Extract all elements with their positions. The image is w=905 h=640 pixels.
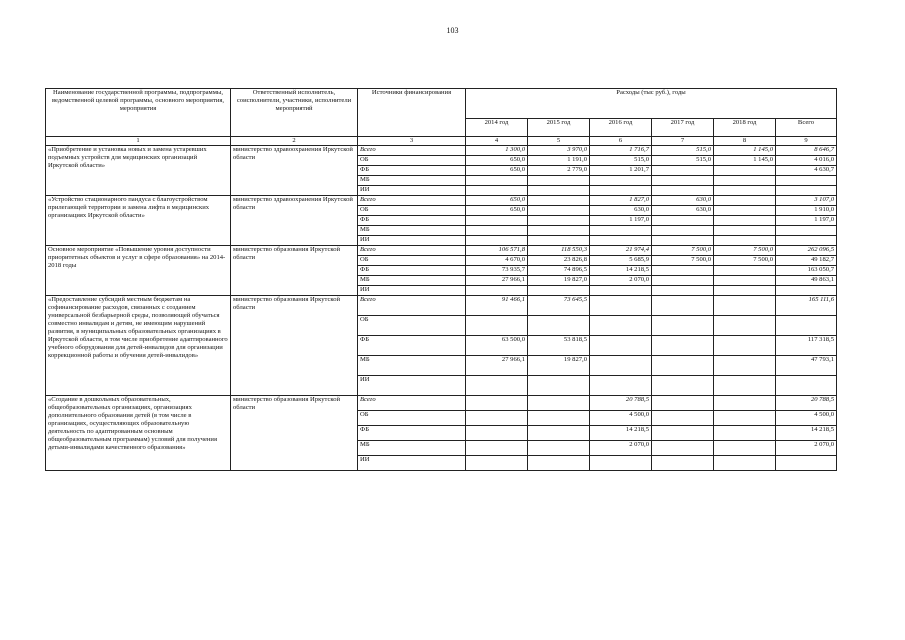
value-cell	[714, 286, 776, 296]
executor: министерство образования Иркутской области	[231, 296, 358, 396]
total-cell: 49 863,1	[776, 276, 837, 286]
funding-source: ИИ	[358, 376, 466, 396]
value-cell: 650,0	[466, 196, 528, 206]
value-cell	[528, 396, 590, 411]
value-cell	[652, 356, 714, 376]
value-cell: 3 970,0	[528, 146, 590, 156]
value-cell: 650,0	[466, 206, 528, 216]
header-year: 2015 год	[528, 119, 590, 137]
value-cell	[652, 166, 714, 176]
funding-source: Всего	[358, 396, 466, 411]
value-cell	[714, 266, 776, 276]
value-cell	[466, 411, 528, 426]
value-cell	[652, 236, 714, 246]
value-cell	[590, 186, 652, 196]
funding-source: ФБ	[358, 166, 466, 176]
value-cell: 73 645,5	[528, 296, 590, 316]
value-cell: 630,0	[590, 206, 652, 216]
total-cell: 3 107,0	[776, 196, 837, 206]
value-cell	[590, 356, 652, 376]
value-cell: 630,0	[652, 196, 714, 206]
total-cell: 49 182,7	[776, 256, 837, 266]
funding-source: ОБ	[358, 156, 466, 166]
total-cell: 4 630,7	[776, 166, 837, 176]
header-year: 2018 год	[714, 119, 776, 137]
value-cell	[714, 356, 776, 376]
value-cell	[528, 236, 590, 246]
value-cell: 2 070,0	[590, 441, 652, 456]
funding-source: ИИ	[358, 236, 466, 246]
value-cell	[528, 426, 590, 441]
value-cell	[528, 286, 590, 296]
total-cell: 14 218,5	[776, 426, 837, 441]
value-cell: 7 500,0	[652, 246, 714, 256]
executor: министерство образования Иркутской области	[231, 396, 358, 471]
total-cell	[776, 456, 837, 471]
value-cell: 4 670,0	[466, 256, 528, 266]
value-cell	[466, 226, 528, 236]
funding-source: МБ	[358, 176, 466, 186]
value-cell: 27 966,1	[466, 276, 528, 286]
value-cell: 20 788,5	[590, 396, 652, 411]
funding-source: ИИ	[358, 186, 466, 196]
page-number: 103	[446, 26, 459, 35]
value-cell	[528, 176, 590, 186]
total-cell: 20 788,5	[776, 396, 837, 411]
value-cell	[590, 176, 652, 186]
funding-source: ФБ	[358, 266, 466, 276]
value-cell	[528, 316, 590, 336]
funding-source: ОБ	[358, 316, 466, 336]
value-cell: 2 779,0	[528, 166, 590, 176]
value-cell	[714, 396, 776, 411]
value-cell	[714, 216, 776, 226]
total-cell: 1 197,0	[776, 216, 837, 226]
value-cell	[652, 296, 714, 316]
value-cell	[528, 411, 590, 426]
value-cell: 515,0	[590, 156, 652, 166]
activity-name: Основное мероприятие «Повышение уровня доступности приоритетных объектов и услуг в сфере образования» на 2014-2018 годы	[46, 246, 231, 296]
value-cell	[528, 216, 590, 226]
funding-source: Всего	[358, 296, 466, 316]
value-cell: 14 218,5	[590, 426, 652, 441]
funding-source: ОБ	[358, 411, 466, 426]
value-cell: 21 974,4	[590, 246, 652, 256]
value-cell	[714, 296, 776, 316]
total-cell: 4 016,0	[776, 156, 837, 166]
funding-source: ИИ	[358, 286, 466, 296]
value-cell	[590, 296, 652, 316]
value-cell	[714, 456, 776, 471]
total-cell	[776, 286, 837, 296]
value-cell	[466, 286, 528, 296]
funding-source: ФБ	[358, 336, 466, 356]
value-cell	[652, 376, 714, 396]
table-row	[46, 296, 837, 316]
value-cell	[714, 411, 776, 426]
value-cell: 19 827,0	[528, 276, 590, 286]
column-number: 6	[590, 137, 652, 146]
value-cell	[714, 186, 776, 196]
value-cell	[466, 376, 528, 396]
header-year: 2016 год	[590, 119, 652, 137]
value-cell: 515,0	[652, 146, 714, 156]
table-row	[46, 246, 837, 256]
value-cell	[590, 236, 652, 246]
activity-name: «Предоставление субсидий местным бюджетам на софинансирование расходов, связанных с созданием универсальной безбарьерной среды, позволяющей обучаться совместно инвалидам и детям, не имеющим нарушений развития, в муниципальных образовательных организациях в Иркутской области, в том числе приобретение адаптированного учебного оборудования для детей-инвалидов для организации коррекционной работы и обучения детей-инвалидов»	[46, 296, 231, 396]
value-cell: 7 500,0	[714, 256, 776, 266]
total-cell	[776, 376, 837, 396]
funding-source: МБ	[358, 276, 466, 286]
column-number: 9	[776, 137, 837, 146]
value-cell	[652, 226, 714, 236]
total-cell: 4 500,0	[776, 411, 837, 426]
value-cell	[652, 336, 714, 356]
header-source: Источники финансирования	[358, 89, 466, 137]
column-number: 4	[466, 137, 528, 146]
value-cell: 73 935,7	[466, 266, 528, 276]
total-cell: 2 070,0	[776, 441, 837, 456]
value-cell	[466, 426, 528, 441]
value-cell: 1 145,0	[714, 146, 776, 156]
value-cell	[590, 316, 652, 336]
value-cell: 63 500,0	[466, 336, 528, 356]
table-row	[46, 146, 837, 156]
value-cell	[528, 226, 590, 236]
value-cell: 1 145,0	[714, 156, 776, 166]
value-cell	[714, 176, 776, 186]
column-number: 8	[714, 137, 776, 146]
header-expenses: Расходы (тыс руб.), годы	[466, 89, 837, 119]
value-cell	[466, 216, 528, 226]
value-cell: 5 685,9	[590, 256, 652, 266]
value-cell: 23 826,8	[528, 256, 590, 266]
funding-source: Всего	[358, 196, 466, 206]
header-name: Наименование государственной программы, подпрограммы, ведомственной целевой программы, основного мероприятия, мероприятия	[46, 89, 231, 137]
value-cell: 7 500,0	[652, 256, 714, 266]
value-cell	[652, 316, 714, 336]
funding-source: Всего	[358, 246, 466, 256]
value-cell	[714, 316, 776, 336]
value-cell	[714, 276, 776, 286]
total-cell: 262 096,5	[776, 246, 837, 256]
value-cell: 1 716,7	[590, 146, 652, 156]
column-number: 7	[652, 137, 714, 146]
value-cell	[652, 266, 714, 276]
value-cell: 118 550,3	[528, 246, 590, 256]
total-cell	[776, 176, 837, 186]
total-cell: 47 793,1	[776, 356, 837, 376]
executor: министерство здравоохранения Иркутской области	[231, 146, 358, 196]
value-cell	[466, 316, 528, 336]
table-row	[46, 396, 837, 411]
value-cell: 91 466,1	[466, 296, 528, 316]
value-cell	[466, 186, 528, 196]
column-number: 1	[46, 137, 231, 146]
executor: министерство здравоохранения Иркутской области	[231, 196, 358, 246]
value-cell	[714, 226, 776, 236]
total-cell	[776, 316, 837, 336]
value-cell	[714, 166, 776, 176]
value-cell: 1 191,0	[528, 156, 590, 166]
value-cell: 14 218,5	[590, 266, 652, 276]
funding-source: ОБ	[358, 256, 466, 266]
value-cell	[466, 176, 528, 186]
value-cell	[652, 186, 714, 196]
total-cell: 163 050,7	[776, 266, 837, 276]
value-cell	[652, 176, 714, 186]
value-cell: 27 966,1	[466, 356, 528, 376]
funding-source: МБ	[358, 441, 466, 456]
value-cell: 1 827,0	[590, 196, 652, 206]
value-cell	[590, 376, 652, 396]
header-year: 2014 год	[466, 119, 528, 137]
value-cell	[714, 336, 776, 356]
header-year: 2017 год	[652, 119, 714, 137]
value-cell: 7 500,0	[714, 246, 776, 256]
value-cell: 4 500,0	[590, 411, 652, 426]
funding-source: ФБ	[358, 426, 466, 441]
value-cell: 2 070,0	[590, 276, 652, 286]
value-cell: 630,0	[652, 206, 714, 216]
value-cell	[528, 206, 590, 216]
funding-source: ИИ	[358, 456, 466, 471]
column-number: 2	[231, 137, 358, 146]
value-cell	[714, 376, 776, 396]
value-cell	[466, 441, 528, 456]
total-cell	[776, 186, 837, 196]
value-cell	[652, 411, 714, 426]
value-cell	[466, 456, 528, 471]
value-cell	[714, 236, 776, 246]
column-number: 3	[358, 137, 466, 146]
value-cell	[652, 216, 714, 226]
value-cell	[714, 196, 776, 206]
value-cell	[590, 226, 652, 236]
budget-table	[45, 88, 837, 471]
value-cell	[714, 206, 776, 216]
header-total: Всего	[776, 119, 837, 137]
total-cell: 117 318,5	[776, 336, 837, 356]
value-cell: 74 896,5	[528, 266, 590, 276]
value-cell	[528, 186, 590, 196]
funding-source: Всего	[358, 146, 466, 156]
value-cell	[652, 396, 714, 411]
value-cell: 1 201,7	[590, 166, 652, 176]
value-cell	[466, 396, 528, 411]
value-cell	[714, 441, 776, 456]
column-number: 5	[528, 137, 590, 146]
value-cell	[652, 286, 714, 296]
header-executor: Ответственный исполнитель, соисполнители, участники, исполнители мероприятий	[231, 89, 358, 137]
value-cell	[528, 376, 590, 396]
value-cell	[652, 456, 714, 471]
funding-source: МБ	[358, 226, 466, 236]
value-cell: 1 300,0	[466, 146, 528, 156]
funding-source: МБ	[358, 356, 466, 376]
value-cell	[652, 426, 714, 441]
value-cell: 106 571,8	[466, 246, 528, 256]
executor: министерство образования Иркутской области	[231, 246, 358, 296]
value-cell	[590, 336, 652, 356]
total-cell	[776, 226, 837, 236]
value-cell	[528, 456, 590, 471]
value-cell: 53 818,5	[528, 336, 590, 356]
value-cell	[590, 286, 652, 296]
value-cell	[528, 196, 590, 206]
value-cell	[714, 426, 776, 441]
value-cell	[466, 236, 528, 246]
value-cell: 19 827,0	[528, 356, 590, 376]
value-cell	[528, 441, 590, 456]
value-cell	[590, 456, 652, 471]
value-cell: 1 197,0	[590, 216, 652, 226]
value-cell	[652, 441, 714, 456]
activity-name: «Создание в дошкольных образовательных, общеобразовательных организациях, организациях дополнительного образования детей (в том числе в организациях, осуществляющих образовательную деятельность по адаптированным основным общеобразовательным программам) условий для получения детьми-инвалидами качественного образования»	[46, 396, 231, 471]
total-cell	[776, 236, 837, 246]
value-cell: 515,0	[652, 156, 714, 166]
value-cell: 650,0	[466, 156, 528, 166]
activity-name: «Приобретение и установка новых и замена устаревших подъемных устройств для медицинских организаций Иркутской области»	[46, 146, 231, 196]
value-cell	[652, 276, 714, 286]
value-cell: 650,0	[466, 166, 528, 176]
funding-source: ОБ	[358, 206, 466, 216]
activity-name: «Устройство стационарного пандуса с благоустройством прилегающей территории и замена лифта в медицинских организациях Иркутской области»	[46, 196, 231, 246]
total-cell: 165 111,6	[776, 296, 837, 316]
total-cell: 1 910,0	[776, 206, 837, 216]
table-row	[46, 196, 837, 206]
funding-source: ФБ	[358, 216, 466, 226]
total-cell: 8 646,7	[776, 146, 837, 156]
